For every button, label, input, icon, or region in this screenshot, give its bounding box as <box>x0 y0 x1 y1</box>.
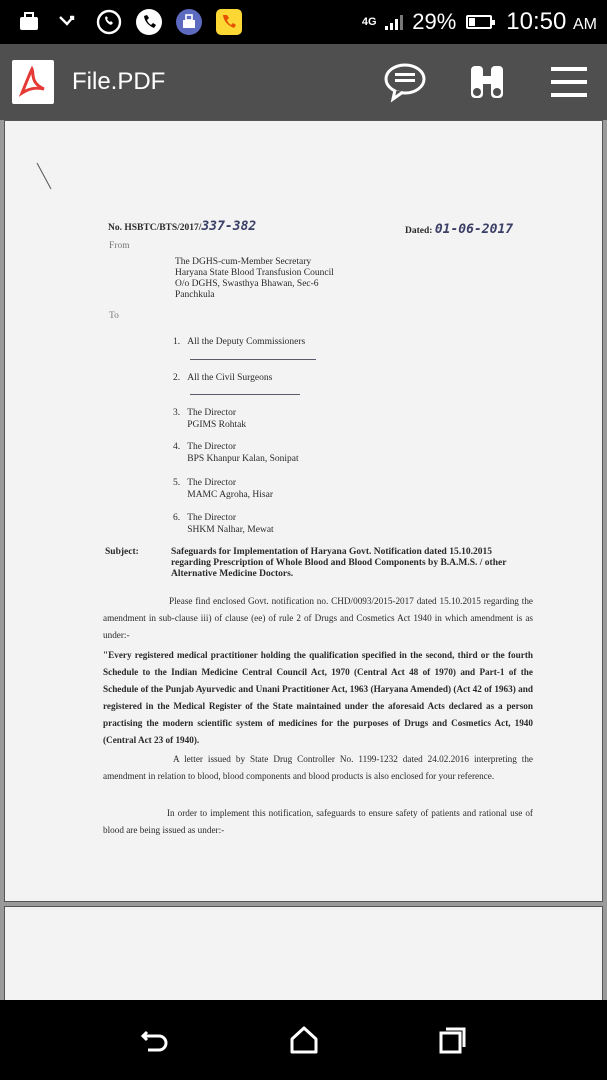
paragraph-2-quote: "Every registered medical practitioner holding the qualification specified in the second, third or the fourth Schedule to the Indian Medicine Central Council Act, 1970 (Central Act 48 of 1970) and Part-1 of the Schedule of the Punjab Ayurvedic and Unani Practitioner Act, 1963 (Haryana Amended) (Act 42 of 1963) and registered in the Medical Register of the State maintained under the aforesaid Acts declared as a person practising the modern scientific system of medicines for the purposes of Drugs and Cosmetics Act, 1940 (Central Act 23 of 1940). <box>103 650 533 745</box>
clock: 10:50 AM <box>506 8 597 35</box>
find-button[interactable] <box>465 60 509 104</box>
navigation-bar <box>0 1000 607 1080</box>
back-icon <box>139 1024 171 1056</box>
paragraph-1: Please find enclosed Govt. notification no. CHD/0093/2015-2017 dated 15.10.2015 regarding the amendment in sub-clause iii) of clause (ee) of rule 2 of Drugs and Cosmetics Act 1940 in which amendment is as under:- <box>103 596 533 640</box>
reference-number: No. HSBTC/BTS/2017/337-382 <box>108 219 257 234</box>
to-label: To <box>109 311 119 321</box>
comment-icon <box>383 61 427 103</box>
document-title: File.PDF <box>72 68 166 95</box>
call-icon <box>214 7 244 37</box>
pdf-app-logo <box>12 60 54 104</box>
dated-line: Dated: 01-06-2017 <box>405 222 514 237</box>
cast-icon <box>14 7 44 37</box>
system-status <box>360 0 597 44</box>
comment-button[interactable] <box>383 60 427 104</box>
from-address: The DGHS-cum-Member Secretary Haryana State Blood Transfusion Council O/o DGHS, Swasthya Bhawan, Sec-6 Panchkula <box>175 257 334 300</box>
recipient-3: 3. The Director PGIMS Rohtak <box>173 408 247 430</box>
recipient-4: 4. The Director BPS Khanpur Kalan, Sonipat <box>173 442 299 464</box>
letter-content <box>5 121 602 901</box>
battery-icon <box>466 15 492 29</box>
from-label: From <box>109 241 130 251</box>
divider <box>190 394 300 395</box>
phone-icon <box>134 7 164 37</box>
home-icon <box>288 1024 320 1056</box>
overflow-menu-button[interactable] <box>547 60 591 104</box>
back-button[interactable] <box>130 1015 180 1065</box>
recipient-6: 6. The Director SHKM Nalhar, Mewat <box>173 513 274 535</box>
paragraph-4: In order to implement this notification, safeguards to ensure safety of patients and rational use of blood are being issued as under:- <box>103 808 533 835</box>
pdf-viewer[interactable] <box>0 120 607 1000</box>
binoculars-icon <box>468 62 506 102</box>
network-type: 4G <box>361 16 377 28</box>
recipient-2: 2. All the Civil Surgeons <box>173 373 273 383</box>
subject-text: Safeguards for Implementation of Haryana Govt. Notification dated 15.10.2015 regarding Prescription of Whole Blood and Blood Components by B.A.M.S. / other Alternative Medicine Doctors. <box>171 547 507 579</box>
battery-percent: 29% <box>412 9 457 34</box>
notification-icons <box>0 7 244 37</box>
pdf-page-1[interactable] <box>4 120 603 902</box>
missed-call-icon <box>54 7 84 37</box>
recents-icon <box>437 1024 469 1056</box>
recents-button[interactable] <box>428 1015 478 1065</box>
page-margin-mark <box>35 161 55 191</box>
status-bar <box>0 0 607 44</box>
pdf-page-2[interactable] <box>4 906 603 1000</box>
whatsapp-icon <box>94 7 124 37</box>
app-bar <box>0 44 607 120</box>
home-button[interactable] <box>279 1015 329 1065</box>
paragraph-3: A letter issued by State Drug Controller No. 1199-1232 dated 24.02.2016 interpreting the amendment in relation to blood, blood components and blood products is also enclosed for your reference. <box>103 754 533 781</box>
subject-label: Subject: <box>105 547 139 557</box>
download-icon <box>174 7 204 37</box>
recipient-1: 1. All the Deputy Commissioners <box>173 337 306 347</box>
menu-icon <box>551 65 587 99</box>
divider <box>190 359 316 360</box>
signal-icon <box>384 13 406 31</box>
recipient-5: 5. The Director MAMC Agroha, Hisar <box>173 478 274 500</box>
